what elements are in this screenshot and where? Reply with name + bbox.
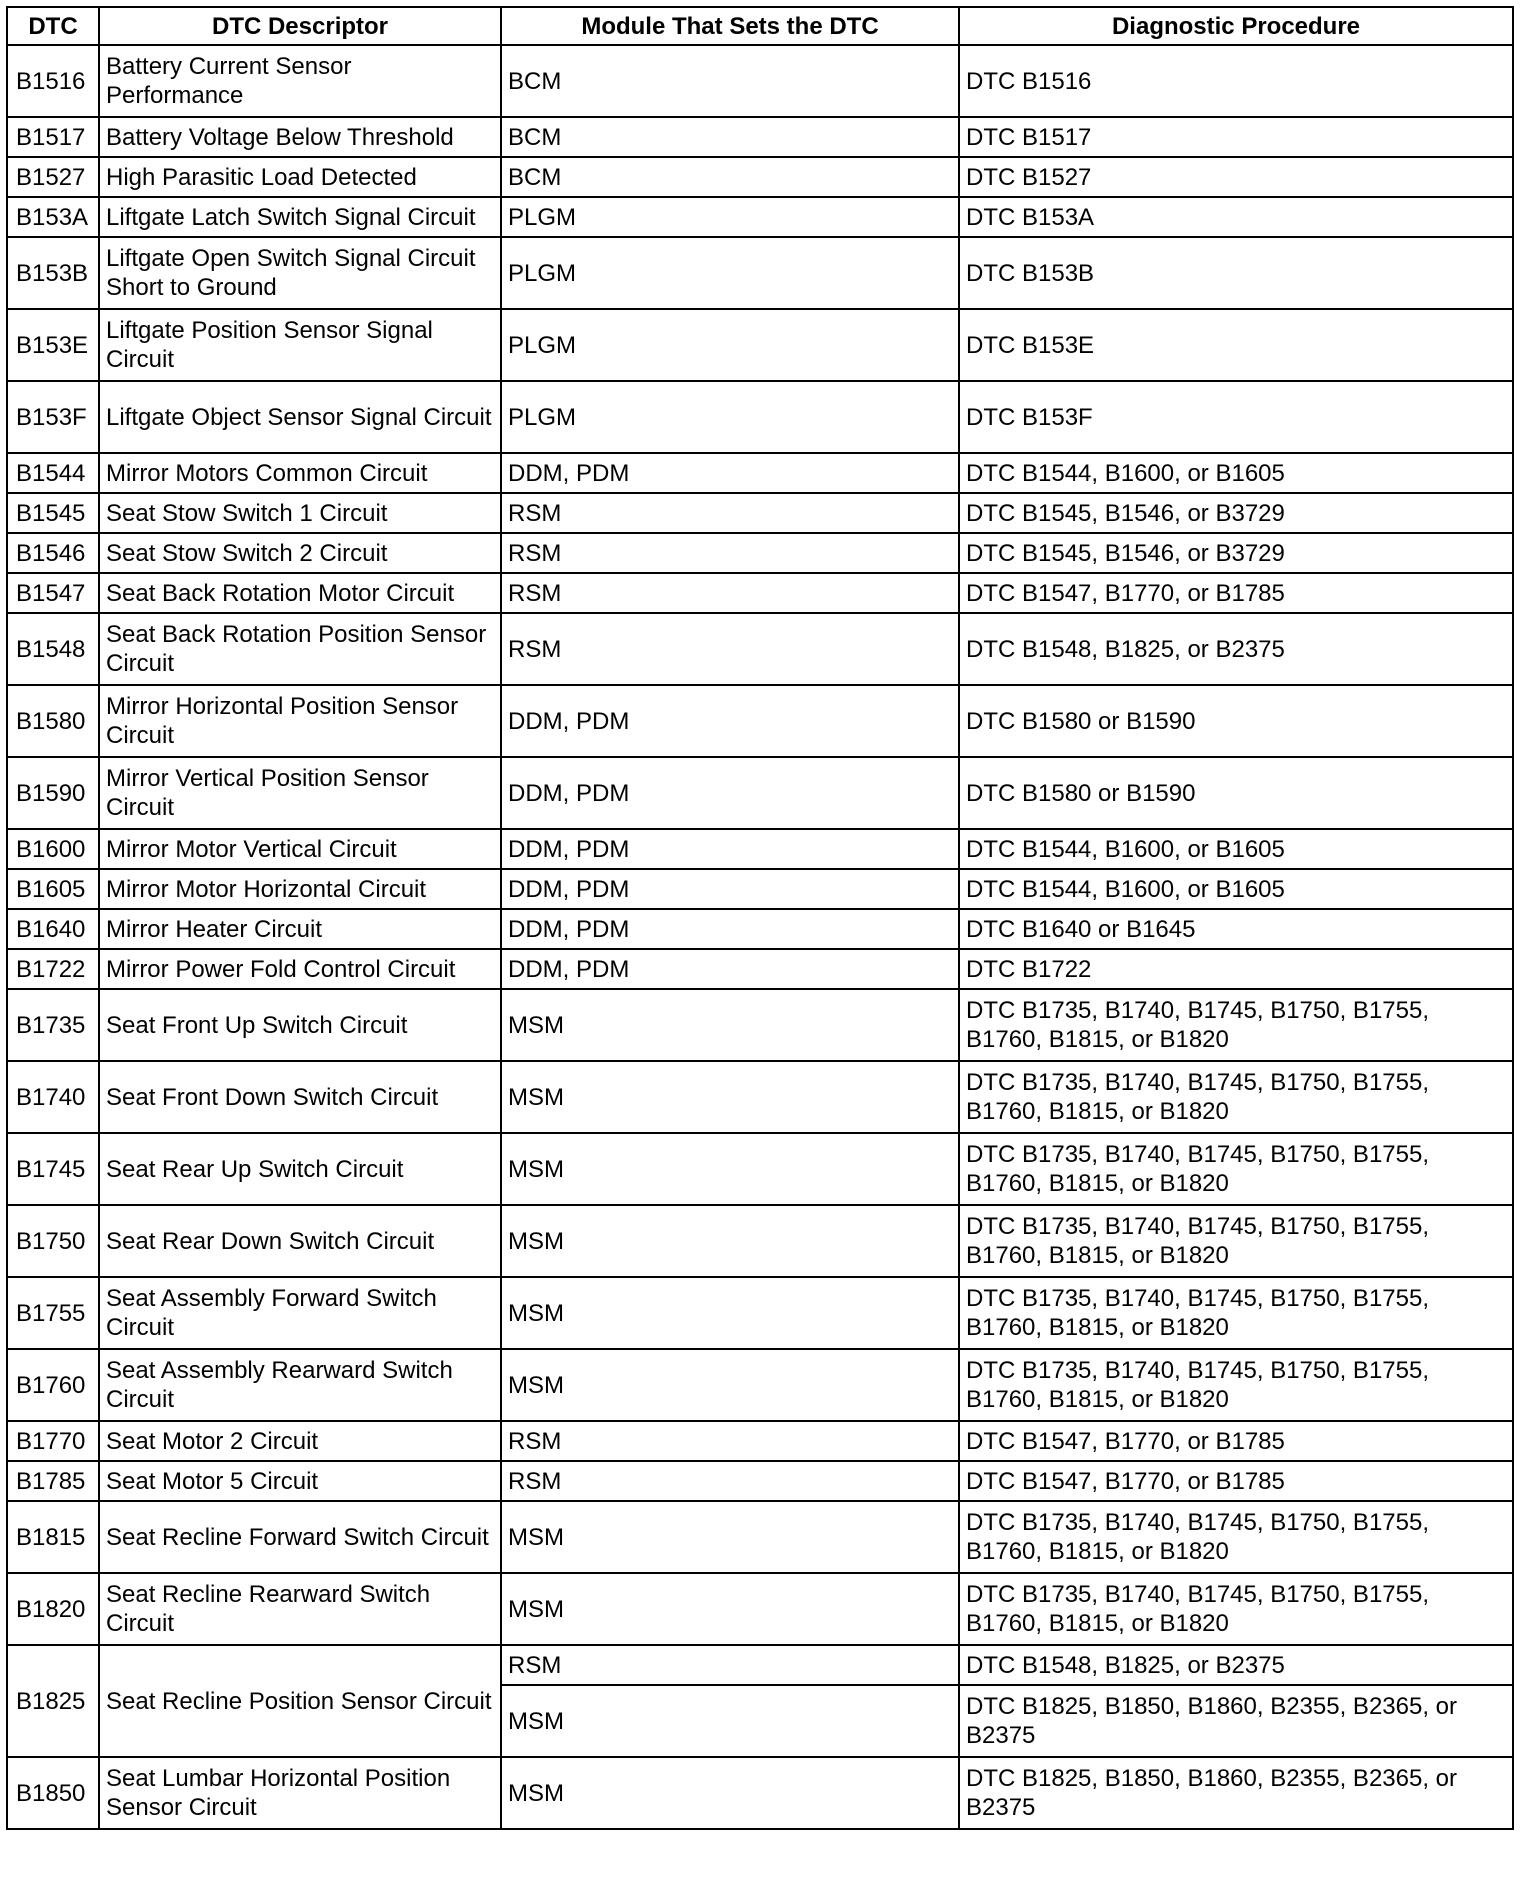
header-diagnostic-procedure: Diagnostic Procedure	[959, 7, 1513, 45]
dtc-module: DDM, PDM	[501, 757, 959, 829]
dtc-code: B1825	[7, 1645, 99, 1757]
table-row	[7, 829, 1513, 869]
dtc-procedure: DTC B1735, B1740, B1745, B1750, B1755, B1760, B1815, or B1820	[959, 1061, 1513, 1133]
dtc-descriptor: Seat Front Down Switch Circuit	[99, 1061, 501, 1133]
dtc-code: B1760	[7, 1349, 99, 1421]
table-row	[7, 869, 1513, 909]
dtc-descriptor: Seat Front Up Switch Circuit	[99, 989, 501, 1061]
dtc-code: B1516	[7, 45, 99, 117]
dtc-procedure: DTC B153E	[959, 309, 1513, 381]
dtc-table	[6, 6, 1514, 1830]
table-row	[7, 1645, 1513, 1685]
dtc-module: BCM	[501, 117, 959, 157]
dtc-descriptor: Mirror Motor Horizontal Circuit	[99, 869, 501, 909]
dtc-descriptor: Seat Motor 2 Circuit	[99, 1421, 501, 1461]
table-row	[7, 1349, 1513, 1421]
dtc-descriptor: Liftgate Open Switch Signal Circuit Short to Ground	[99, 237, 501, 309]
dtc-module: RSM	[501, 573, 959, 613]
dtc-code: B1527	[7, 157, 99, 197]
dtc-descriptor: Liftgate Object Sensor Signal Circuit	[99, 381, 501, 453]
dtc-module: DDM, PDM	[501, 685, 959, 757]
table-row	[7, 1205, 1513, 1277]
dtc-procedure: DTC B1735, B1740, B1745, B1750, B1755, B1760, B1815, or B1820	[959, 1277, 1513, 1349]
dtc-code: B1770	[7, 1421, 99, 1461]
dtc-module: PLGM	[501, 381, 959, 453]
dtc-descriptor: Battery Voltage Below Threshold	[99, 117, 501, 157]
table-row	[7, 309, 1513, 381]
dtc-code: B1590	[7, 757, 99, 829]
dtc-module: RSM	[501, 493, 959, 533]
dtc-module: MSM	[501, 1757, 959, 1829]
table-row	[7, 1133, 1513, 1205]
dtc-code: B1820	[7, 1573, 99, 1645]
dtc-module: RSM	[501, 1645, 959, 1685]
dtc-module: MSM	[501, 1501, 959, 1573]
dtc-descriptor: Liftgate Latch Switch Signal Circuit	[99, 197, 501, 237]
header-dtc-descriptor: DTC Descriptor	[99, 7, 501, 45]
dtc-module: DDM, PDM	[501, 869, 959, 909]
dtc-descriptor: Seat Rear Down Switch Circuit	[99, 1205, 501, 1277]
dtc-code: B1546	[7, 533, 99, 573]
dtc-procedure: DTC B1580 or B1590	[959, 757, 1513, 829]
dtc-descriptor: Mirror Power Fold Control Circuit	[99, 949, 501, 989]
table-row	[7, 533, 1513, 573]
dtc-descriptor: Seat Rear Up Switch Circuit	[99, 1133, 501, 1205]
dtc-procedure: DTC B1547, B1770, or B1785	[959, 1421, 1513, 1461]
dtc-procedure: DTC B1722	[959, 949, 1513, 989]
dtc-code: B1605	[7, 869, 99, 909]
dtc-procedure: DTC B1544, B1600, or B1605	[959, 829, 1513, 869]
dtc-descriptor: Seat Assembly Forward Switch Circuit	[99, 1277, 501, 1349]
dtc-descriptor: Seat Motor 5 Circuit	[99, 1461, 501, 1501]
dtc-code: B1722	[7, 949, 99, 989]
dtc-descriptor: High Parasitic Load Detected	[99, 157, 501, 197]
dtc-module: DDM, PDM	[501, 909, 959, 949]
dtc-code: B153A	[7, 197, 99, 237]
dtc-procedure: DTC B153F	[959, 381, 1513, 453]
dtc-procedure: DTC B1580 or B1590	[959, 685, 1513, 757]
dtc-code: B1545	[7, 493, 99, 533]
dtc-procedure: DTC B153B	[959, 237, 1513, 309]
dtc-table-container	[6, 6, 1514, 1830]
dtc-module: MSM	[501, 1685, 959, 1757]
dtc-module: MSM	[501, 1573, 959, 1645]
dtc-procedure: DTC B153A	[959, 197, 1513, 237]
table-row	[7, 1461, 1513, 1501]
table-header-row	[7, 7, 1513, 45]
table-row	[7, 989, 1513, 1061]
dtc-code: B1740	[7, 1061, 99, 1133]
table-row	[7, 197, 1513, 237]
dtc-code: B153B	[7, 237, 99, 309]
dtc-descriptor: Battery Current Sensor Performance	[99, 45, 501, 117]
dtc-descriptor: Seat Back Rotation Motor Circuit	[99, 573, 501, 613]
dtc-module: PLGM	[501, 309, 959, 381]
table-row	[7, 381, 1513, 453]
dtc-code: B1850	[7, 1757, 99, 1829]
dtc-module: RSM	[501, 1461, 959, 1501]
dtc-module: RSM	[501, 533, 959, 573]
table-row	[7, 685, 1513, 757]
dtc-procedure: DTC B1735, B1740, B1745, B1750, B1755, B1760, B1815, or B1820	[959, 1133, 1513, 1205]
table-row	[7, 909, 1513, 949]
dtc-descriptor: Seat Recline Rearward Switch Circuit	[99, 1573, 501, 1645]
dtc-procedure: DTC B1547, B1770, or B1785	[959, 1461, 1513, 1501]
dtc-module: PLGM	[501, 237, 959, 309]
dtc-module: DDM, PDM	[501, 453, 959, 493]
dtc-descriptor: Mirror Motor Vertical Circuit	[99, 829, 501, 869]
dtc-code: B1735	[7, 989, 99, 1061]
dtc-procedure: DTC B1547, B1770, or B1785	[959, 573, 1513, 613]
dtc-module: MSM	[501, 1133, 959, 1205]
dtc-descriptor: Seat Assembly Rearward Switch Circuit	[99, 1349, 501, 1421]
dtc-code: B1755	[7, 1277, 99, 1349]
dtc-procedure: DTC B1825, B1850, B1860, B2355, B2365, or B2375	[959, 1757, 1513, 1829]
table-row	[7, 1061, 1513, 1133]
dtc-descriptor: Liftgate Position Sensor Signal Circuit	[99, 309, 501, 381]
dtc-module: DDM, PDM	[501, 949, 959, 989]
table-row	[7, 1757, 1513, 1829]
dtc-descriptor: Seat Stow Switch 1 Circuit	[99, 493, 501, 533]
header-module: Module That Sets the DTC	[501, 7, 959, 45]
dtc-procedure: DTC B1527	[959, 157, 1513, 197]
header-dtc: DTC	[7, 7, 99, 45]
dtc-descriptor: Mirror Motors Common Circuit	[99, 453, 501, 493]
dtc-code: B1745	[7, 1133, 99, 1205]
dtc-code: B1815	[7, 1501, 99, 1573]
table-row	[7, 117, 1513, 157]
dtc-procedure: DTC B1517	[959, 117, 1513, 157]
dtc-code: B1580	[7, 685, 99, 757]
dtc-module: PLGM	[501, 197, 959, 237]
dtc-descriptor: Seat Recline Forward Switch Circuit	[99, 1501, 501, 1573]
table-row	[7, 757, 1513, 829]
table-row	[7, 1573, 1513, 1645]
dtc-procedure: DTC B1825, B1850, B1860, B2355, B2365, or B2375	[959, 1685, 1513, 1757]
dtc-procedure: DTC B1735, B1740, B1745, B1750, B1755, B1760, B1815, or B1820	[959, 989, 1513, 1061]
dtc-module: BCM	[501, 157, 959, 197]
dtc-descriptor: Seat Stow Switch 2 Circuit	[99, 533, 501, 573]
dtc-procedure: DTC B1516	[959, 45, 1513, 117]
dtc-procedure: DTC B1545, B1546, or B3729	[959, 493, 1513, 533]
dtc-descriptor: Mirror Vertical Position Sensor Circuit	[99, 757, 501, 829]
dtc-code: B1544	[7, 453, 99, 493]
dtc-procedure: DTC B1735, B1740, B1745, B1750, B1755, B1760, B1815, or B1820	[959, 1573, 1513, 1645]
table-row	[7, 237, 1513, 309]
dtc-module: MSM	[501, 1277, 959, 1349]
table-row	[7, 1421, 1513, 1461]
dtc-descriptor: Mirror Horizontal Position Sensor Circuit	[99, 685, 501, 757]
table-row	[7, 493, 1513, 533]
table-row	[7, 949, 1513, 989]
table-row	[7, 613, 1513, 685]
dtc-code: B1517	[7, 117, 99, 157]
dtc-procedure: DTC B1544, B1600, or B1605	[959, 869, 1513, 909]
dtc-procedure: DTC B1735, B1740, B1745, B1750, B1755, B1760, B1815, or B1820	[959, 1501, 1513, 1573]
dtc-module: MSM	[501, 1205, 959, 1277]
dtc-code: B1600	[7, 829, 99, 869]
dtc-procedure: DTC B1548, B1825, or B2375	[959, 1645, 1513, 1685]
dtc-procedure: DTC B1735, B1740, B1745, B1750, B1755, B1760, B1815, or B1820	[959, 1349, 1513, 1421]
dtc-module: MSM	[501, 1349, 959, 1421]
dtc-module: RSM	[501, 613, 959, 685]
dtc-code: B1640	[7, 909, 99, 949]
table-row	[7, 45, 1513, 117]
dtc-descriptor: Mirror Heater Circuit	[99, 909, 501, 949]
table-row	[7, 453, 1513, 493]
dtc-code: B1547	[7, 573, 99, 613]
dtc-descriptor: Seat Lumbar Horizontal Position Sensor Circuit	[99, 1757, 501, 1829]
dtc-procedure: DTC B1735, B1740, B1745, B1750, B1755, B1760, B1815, or B1820	[959, 1205, 1513, 1277]
table-row	[7, 1277, 1513, 1349]
dtc-descriptor: Seat Back Rotation Position Sensor Circuit	[99, 613, 501, 685]
dtc-code: B153F	[7, 381, 99, 453]
dtc-code: B1750	[7, 1205, 99, 1277]
table-row	[7, 157, 1513, 197]
dtc-procedure: DTC B1545, B1546, or B3729	[959, 533, 1513, 573]
dtc-procedure: DTC B1544, B1600, or B1605	[959, 453, 1513, 493]
dtc-procedure: DTC B1548, B1825, or B2375	[959, 613, 1513, 685]
table-row	[7, 1501, 1513, 1573]
dtc-module: RSM	[501, 1421, 959, 1461]
dtc-code: B1785	[7, 1461, 99, 1501]
dtc-module: DDM, PDM	[501, 829, 959, 869]
table-row	[7, 573, 1513, 613]
dtc-module: MSM	[501, 1061, 959, 1133]
dtc-procedure: DTC B1640 or B1645	[959, 909, 1513, 949]
dtc-code: B1548	[7, 613, 99, 685]
dtc-module: BCM	[501, 45, 959, 117]
dtc-module: MSM	[501, 989, 959, 1061]
dtc-descriptor: Seat Recline Position Sensor Circuit	[99, 1645, 501, 1757]
dtc-code: B153E	[7, 309, 99, 381]
